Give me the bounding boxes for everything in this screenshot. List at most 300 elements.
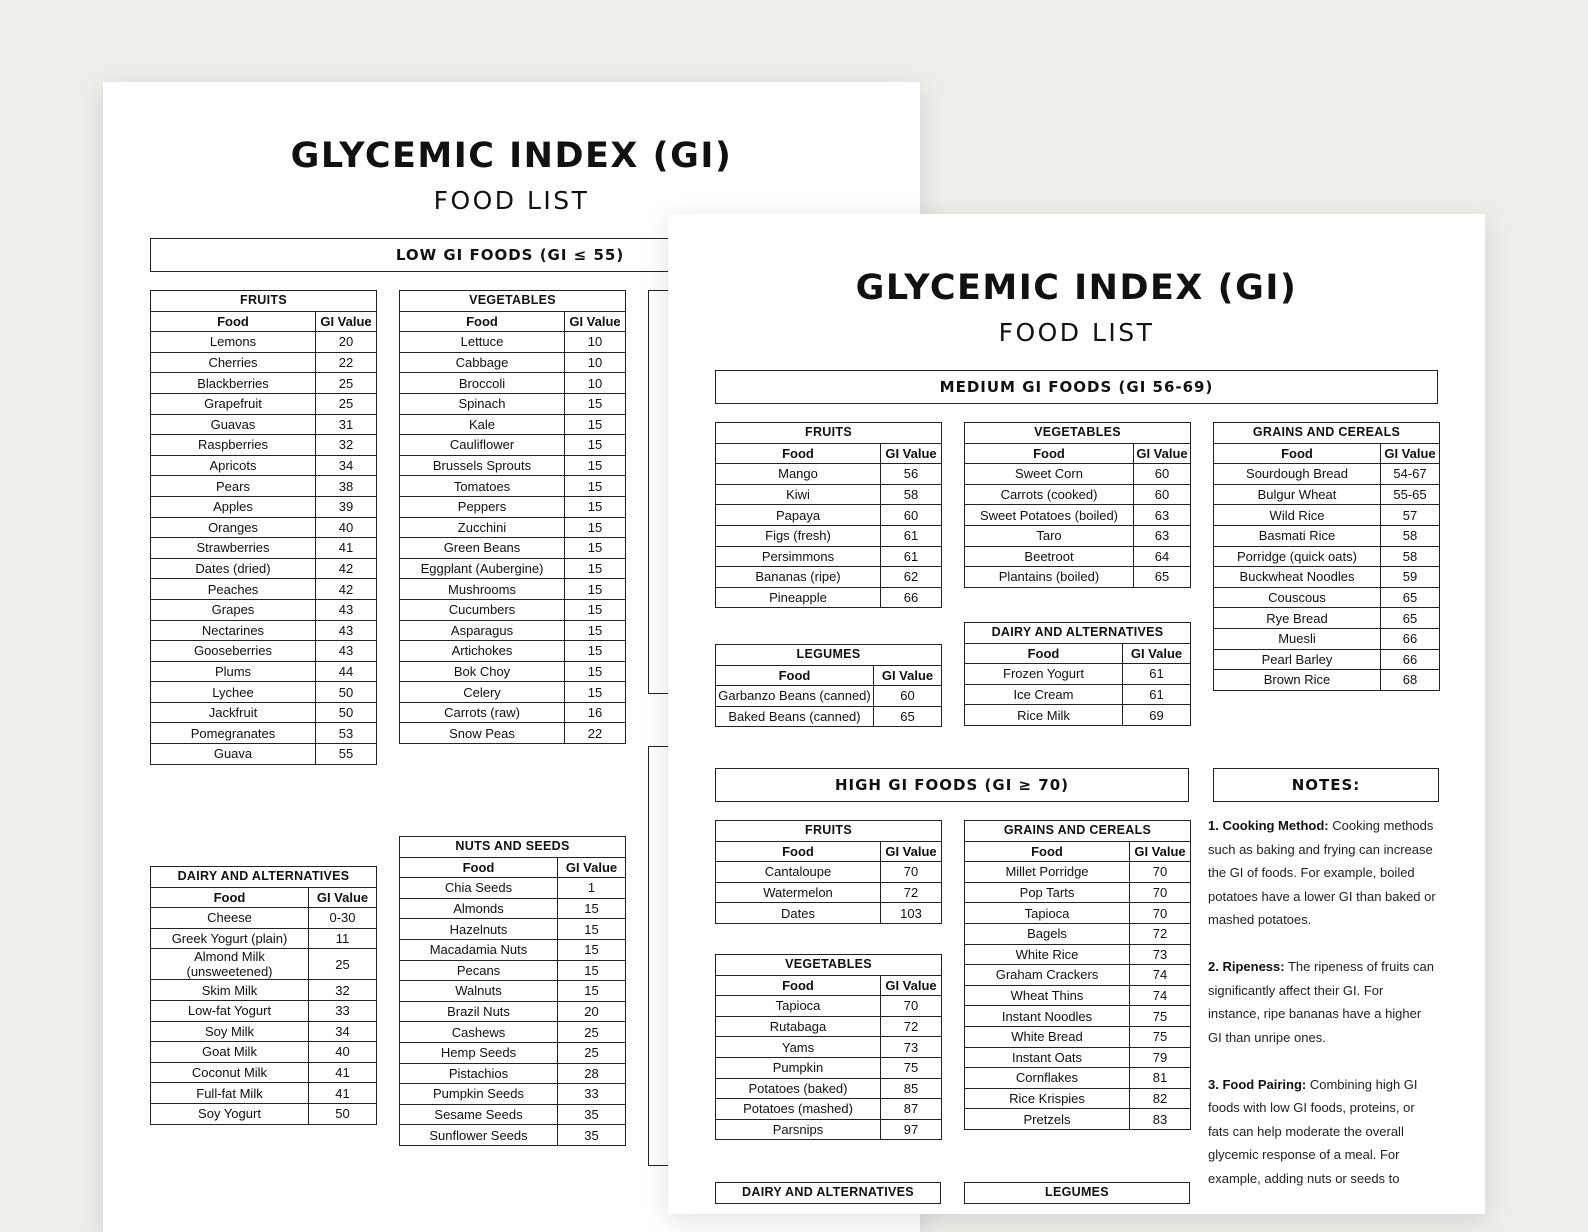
gi-value-cell: 56 [881, 464, 942, 485]
food-name-cell: Graham Crackers [965, 965, 1130, 986]
table-high-dairy-cut [715, 1182, 941, 1204]
gi-value-cell: 15 [565, 476, 626, 497]
table-row [400, 702, 626, 723]
food-name-cell: Cucumbers [400, 599, 565, 620]
table-row [151, 496, 377, 517]
column-header-gi: GI Value [881, 975, 942, 996]
table-caption-row [1214, 423, 1440, 444]
food-name-cell: Mango [716, 464, 881, 485]
gi-value-cell: 83 [1130, 1109, 1191, 1130]
gi-value-cell: 15 [558, 919, 626, 940]
table-row [1214, 505, 1440, 526]
food-name-cell: Plantains (boiled) [965, 567, 1134, 588]
gi-value-cell: 61 [881, 546, 942, 567]
food-name-cell: Blackberries [151, 373, 316, 394]
food-name-cell: Macadamia Nuts [400, 939, 558, 960]
food-name-cell: Rice Milk [965, 705, 1123, 726]
food-name-cell: Greek Yogurt (plain) [151, 928, 309, 949]
table-row [151, 928, 377, 949]
table-row [400, 332, 626, 353]
food-name-cell: Jackfruit [151, 702, 316, 723]
table-row [965, 567, 1191, 588]
table-row [716, 1099, 942, 1120]
table-row [1214, 587, 1440, 608]
table-row [400, 496, 626, 517]
table-row [716, 546, 942, 567]
gi-value-cell: 70 [881, 996, 942, 1017]
gi-value-cell: 25 [558, 1042, 626, 1063]
food-name-cell: Brazil Nuts [400, 1001, 558, 1022]
page-subtitle: FOOD LIST [433, 186, 590, 215]
table-row [151, 558, 377, 579]
table-row [400, 579, 626, 600]
gi-value-cell: 75 [881, 1057, 942, 1078]
table-row [716, 882, 942, 903]
food-name-cell: Couscous [1214, 587, 1381, 608]
table-row [965, 882, 1191, 903]
table-row [716, 587, 942, 608]
food-name-cell: Pumpkin Seeds [400, 1084, 558, 1105]
gi-value-cell: 63 [1134, 525, 1191, 546]
gi-value-cell: 70 [1130, 862, 1191, 883]
table-row [965, 1109, 1191, 1130]
food-name-cell: Pomegranates [151, 723, 316, 744]
food-name-cell: Rye Bread [1214, 608, 1381, 629]
table-row [965, 923, 1191, 944]
gi-value-cell: 25 [558, 1022, 626, 1043]
gi-value-cell: 16 [565, 702, 626, 723]
section-high-gi: HIGH GI FOODS (GI ≥ 70) [715, 768, 1189, 802]
table-row [716, 686, 942, 707]
table-row [965, 903, 1191, 924]
table-row [151, 393, 377, 414]
food-name-cell: White Rice [965, 944, 1130, 965]
food-name-cell: Eggplant (Aubergine) [400, 558, 565, 579]
table-row [716, 567, 942, 588]
column-header-gi: GI Value [565, 311, 626, 332]
gi-value-cell: 15 [565, 455, 626, 476]
food-name-cell: Instant Noodles [965, 1006, 1130, 1027]
table-row [151, 620, 377, 641]
gi-value-cell: 10 [565, 352, 626, 373]
table-row [716, 1016, 942, 1037]
food-name-cell: Goat Milk [151, 1042, 309, 1063]
gi-value-cell: 15 [565, 620, 626, 641]
table-row [965, 1088, 1191, 1109]
gi-value-cell: 65 [1381, 587, 1440, 608]
gi-value-cell: 32 [316, 435, 377, 456]
food-name-cell: Hazelnuts [400, 919, 558, 940]
food-name-cell: Tapioca [965, 903, 1130, 924]
gi-value-cell: 33 [309, 1000, 377, 1021]
table-row [151, 949, 377, 980]
table-row [400, 455, 626, 476]
food-name-cell: Potatoes (mashed) [716, 1099, 881, 1120]
table-caption: VEGETABLES [965, 423, 1191, 444]
gi-value-cell: 103 [881, 903, 942, 924]
column-header-food: Food [965, 643, 1123, 664]
food-name-cell: Ice Cream [965, 684, 1123, 705]
table-row [1214, 525, 1440, 546]
food-name-cell: Pearl Barley [1214, 649, 1381, 670]
food-name-cell: Broccoli [400, 373, 565, 394]
food-name-cell: Spinach [400, 393, 565, 414]
food-name-cell: Grapefruit [151, 393, 316, 414]
gi-value-cell: 15 [558, 960, 626, 981]
table-caption: DAIRY AND ALTERNATIVES [151, 867, 377, 888]
table-row [151, 641, 377, 662]
table-row [151, 373, 377, 394]
food-name-cell: Pumpkin [716, 1057, 881, 1078]
food-name-cell: Carrots (cooked) [965, 484, 1134, 505]
table-row [400, 476, 626, 497]
gi-value-cell: 33 [558, 1084, 626, 1105]
food-name-cell: Soy Milk [151, 1021, 309, 1042]
column-header-gi: GI Value [1130, 841, 1191, 862]
column-header-gi: GI Value [558, 857, 626, 878]
table-row [151, 661, 377, 682]
gi-value-cell: 65 [1134, 567, 1191, 588]
table-row [151, 744, 377, 765]
note-label: 3. Food Pairing: [1208, 1076, 1307, 1092]
table-caption: GRAINS AND CEREALS [965, 821, 1191, 842]
food-name-cell: Pretzels [965, 1109, 1130, 1130]
table-caption: NUTS AND SEEDS [400, 837, 626, 858]
table-caption-row [965, 623, 1191, 644]
gi-value-cell: 41 [309, 1083, 377, 1104]
table-row [1214, 628, 1440, 649]
table-row [400, 435, 626, 456]
gi-value-cell: 15 [565, 435, 626, 456]
gi-value-cell: 22 [316, 352, 377, 373]
table-header-row [400, 311, 626, 332]
column-header-gi: GI Value [1381, 443, 1440, 464]
table-high-vegetables [715, 954, 942, 1140]
gi-value-cell: 66 [1381, 649, 1440, 670]
table-row [400, 620, 626, 641]
table-row [1214, 608, 1440, 629]
food-name-cell: Peaches [151, 579, 316, 600]
column-header-food: Food [965, 841, 1130, 862]
gi-value-cell: 28 [558, 1063, 626, 1084]
table-row [965, 484, 1191, 505]
food-name-cell: Sourdough Bread [1214, 464, 1381, 485]
food-name-cell: Cauliflower [400, 435, 565, 456]
table-row [151, 702, 377, 723]
table-caption: DAIRY AND ALTERNATIVES [965, 623, 1191, 644]
table-row [965, 1026, 1191, 1047]
table-caption: LEGUMES [716, 645, 942, 666]
gi-value-cell: 60 [1134, 464, 1191, 485]
food-name-cell: Watermelon [716, 882, 881, 903]
gi-value-cell: 15 [565, 496, 626, 517]
food-name-cell: Brown Rice [1214, 670, 1381, 691]
food-name-cell: Lychee [151, 682, 316, 703]
food-name-cell: Sesame Seeds [400, 1104, 558, 1125]
table-row [400, 517, 626, 538]
food-name-cell: Almond Milk (unsweetened) [151, 949, 309, 980]
gi-value-cell: 15 [558, 939, 626, 960]
column-header-food: Food [716, 841, 881, 862]
table-caption-row [151, 291, 377, 312]
table-row [1214, 546, 1440, 567]
gi-value-cell: 63 [1134, 505, 1191, 526]
gi-value-cell: 15 [558, 898, 626, 919]
table-header-row [716, 443, 942, 464]
food-name-cell: Buckwheat Noodles [1214, 567, 1381, 588]
table-row [400, 538, 626, 559]
column-header-food: Food [716, 443, 881, 464]
table-medium-grains [1213, 422, 1440, 691]
column-header-gi: GI Value [316, 311, 377, 332]
gi-value-cell: 54-67 [1381, 464, 1440, 485]
table-row [400, 373, 626, 394]
food-name-cell: Pop Tarts [965, 882, 1130, 903]
table-row [400, 898, 626, 919]
food-name-cell: Pears [151, 476, 316, 497]
table-header-row [1214, 443, 1440, 464]
gi-value-cell: 15 [565, 393, 626, 414]
food-name-cell: Kale [400, 414, 565, 435]
food-name-cell: Pistachios [400, 1063, 558, 1084]
note-item [1208, 955, 1438, 1049]
gi-value-cell: 40 [309, 1042, 377, 1063]
table-row [716, 1078, 942, 1099]
food-name-cell: Tapioca [716, 996, 881, 1017]
table-row [716, 1119, 942, 1140]
gi-value-cell: 25 [316, 393, 377, 414]
table-row [716, 862, 942, 883]
column-header-food: Food [1214, 443, 1381, 464]
table-header-row [716, 975, 942, 996]
food-name-cell: Skim Milk [151, 980, 309, 1001]
table-row [400, 723, 626, 744]
gi-value-cell: 50 [316, 702, 377, 723]
gi-value-cell: 61 [881, 525, 942, 546]
gi-value-cell: 1 [558, 878, 626, 899]
food-name-cell: Coconut Milk [151, 1062, 309, 1083]
table-row [151, 1062, 377, 1083]
food-name-cell: Rice Krispies [965, 1088, 1130, 1109]
food-name-cell: Peppers [400, 496, 565, 517]
table-header-row [965, 643, 1191, 664]
table-caption: DAIRY AND ALTERNATIVES [716, 1183, 941, 1204]
food-name-cell: White Bread [965, 1026, 1130, 1047]
table-row [400, 1125, 626, 1146]
table-high-fruits [715, 820, 942, 924]
gi-value-cell: 50 [316, 682, 377, 703]
food-name-cell: Apricots [151, 455, 316, 476]
table-row [151, 538, 377, 559]
table-row [965, 1068, 1191, 1089]
table-caption-row [400, 291, 626, 312]
food-name-cell: Cherries [151, 352, 316, 373]
table-row [151, 908, 377, 929]
food-name-cell: Figs (fresh) [716, 525, 881, 546]
table-row [965, 965, 1191, 986]
table-low-fruits [150, 290, 377, 765]
table-row [965, 1047, 1191, 1068]
gi-value-cell: 38 [316, 476, 377, 497]
table-row [716, 1037, 942, 1058]
table-row [151, 1000, 377, 1021]
gi-value-cell: 15 [565, 641, 626, 662]
food-name-cell: Brussels Sprouts [400, 455, 565, 476]
food-name-cell: Gooseberries [151, 641, 316, 662]
table-row [151, 517, 377, 538]
table-low-nuts [399, 836, 626, 1146]
gi-value-cell: 15 [565, 682, 626, 703]
gi-value-cell: 74 [1130, 985, 1191, 1006]
gi-value-cell: 79 [1130, 1047, 1191, 1068]
gi-value-cell: 41 [309, 1062, 377, 1083]
table-caption-row [716, 423, 942, 444]
food-name-cell: Muesli [1214, 628, 1381, 649]
gi-value-cell: 85 [881, 1078, 942, 1099]
food-name-cell: Papaya [716, 505, 881, 526]
gi-value-cell: 70 [1130, 882, 1191, 903]
food-name-cell: Yams [716, 1037, 881, 1058]
gi-value-cell: 15 [565, 579, 626, 600]
section-medium-gi: MEDIUM GI FOODS (GI 56-69) [715, 370, 1438, 404]
table-row [400, 599, 626, 620]
gi-value-cell: 31 [316, 414, 377, 435]
note-item [1208, 1073, 1438, 1191]
gi-value-cell: 73 [881, 1037, 942, 1058]
food-name-cell: Millet Porridge [965, 862, 1130, 883]
food-name-cell: Strawberries [151, 538, 316, 559]
gi-value-cell: 41 [316, 538, 377, 559]
food-name-cell: Tomatoes [400, 476, 565, 497]
gi-value-cell: 75 [1130, 1026, 1191, 1047]
gi-value-cell: 34 [309, 1021, 377, 1042]
section-low-gi: LOW GI FOODS (GI ≤ 55) [150, 238, 870, 272]
table-row [1214, 670, 1440, 691]
table-row [151, 579, 377, 600]
table-caption-row [400, 837, 626, 858]
food-name-cell: Bok Choy [400, 661, 565, 682]
table-row [716, 706, 942, 727]
food-name-cell: Instant Oats [965, 1047, 1130, 1068]
column-header-gi: GI Value [1123, 643, 1191, 664]
gi-value-cell: 20 [316, 332, 377, 353]
table-caption-row [716, 955, 942, 976]
gi-value-cell: 20 [558, 1001, 626, 1022]
gi-value-cell: 15 [565, 517, 626, 538]
table-row [400, 1084, 626, 1105]
table-row [716, 484, 942, 505]
note-text: The ripeness of fruits can significantly affect their GI. For instance, ripe bananas have a higher GI than unripe ones. [1208, 959, 1434, 1045]
gi-value-cell: 25 [316, 373, 377, 394]
gi-value-cell: 70 [1130, 903, 1191, 924]
food-name-cell: Cheese [151, 908, 309, 929]
table-row [400, 1063, 626, 1084]
gi-value-cell: 40 [316, 517, 377, 538]
food-name-cell: Lemons [151, 332, 316, 353]
table-row [400, 558, 626, 579]
table-caption: FRUITS [716, 821, 942, 842]
table-row [716, 996, 942, 1017]
table-row [400, 1001, 626, 1022]
column-header-gi: GI Value [881, 841, 942, 862]
food-name-cell: Sweet Potatoes (boiled) [965, 505, 1134, 526]
food-name-cell: Soy Yogurt [151, 1103, 309, 1124]
gi-value-cell: 42 [316, 579, 377, 600]
gi-value-cell: 32 [309, 980, 377, 1001]
gi-value-cell: 65 [874, 706, 942, 727]
food-name-cell: Asparagus [400, 620, 565, 641]
note-text: Cooking methods such as baking and frying can increase the GI of foods. For example, boiled potatoes have a lower GI than baked or mashed potatoes. [1208, 818, 1436, 927]
gi-value-cell: 58 [1381, 525, 1440, 546]
table-row [151, 476, 377, 497]
table-row [400, 661, 626, 682]
food-name-cell: Chia Seeds [400, 878, 558, 899]
column-header-food: Food [400, 857, 558, 878]
gi-value-cell: 43 [316, 620, 377, 641]
gi-value-cell: 15 [565, 414, 626, 435]
food-name-cell: Green Beans [400, 538, 565, 559]
page-title: GLYCEMIC INDEX (GI) [290, 136, 733, 176]
table-row [151, 435, 377, 456]
table-row [965, 684, 1191, 705]
table-row [151, 1103, 377, 1124]
table-row [965, 985, 1191, 1006]
food-name-cell: Oranges [151, 517, 316, 538]
section-notes: NOTES: [1213, 768, 1439, 802]
table-header-row [151, 311, 377, 332]
table-row [151, 1021, 377, 1042]
gi-value-cell: 59 [1381, 567, 1440, 588]
table-row [965, 944, 1191, 965]
gi-value-cell: 66 [881, 587, 942, 608]
table-high-legumes-cut [964, 1182, 1190, 1204]
food-name-cell: Celery [400, 682, 565, 703]
table-row [400, 1022, 626, 1043]
gi-value-cell: 43 [316, 641, 377, 662]
food-name-cell: Walnuts [400, 981, 558, 1002]
table-caption: VEGETABLES [400, 291, 626, 312]
food-name-cell: Guavas [151, 414, 316, 435]
food-name-cell: Nectarines [151, 620, 316, 641]
table-medium-dairy [964, 622, 1191, 726]
column-header-gi: GI Value [874, 665, 942, 686]
table-row [400, 414, 626, 435]
table-row [151, 599, 377, 620]
food-name-cell: Snow Peas [400, 723, 565, 744]
gi-value-cell: 60 [874, 686, 942, 707]
food-name-cell: Grapes [151, 599, 316, 620]
food-name-cell: Raspberries [151, 435, 316, 456]
food-name-cell: Guava [151, 744, 316, 765]
table-caption: VEGETABLES [716, 955, 942, 976]
table-caption-row [716, 821, 942, 842]
column-header-food: Food [716, 665, 874, 686]
table-row [400, 939, 626, 960]
food-name-cell: Artichokes [400, 641, 565, 662]
table-row [400, 960, 626, 981]
food-name-cell: Bananas (ripe) [716, 567, 881, 588]
food-name-cell: Kiwi [716, 484, 881, 505]
food-name-cell: Full-fat Milk [151, 1083, 309, 1104]
gi-value-cell: 35 [558, 1125, 626, 1146]
gi-value-cell: 50 [309, 1103, 377, 1124]
gi-value-cell: 15 [558, 981, 626, 1002]
table-row [716, 1057, 942, 1078]
table-row [151, 682, 377, 703]
table-row [400, 682, 626, 703]
gi-value-cell: 72 [881, 1016, 942, 1037]
food-name-cell: Pecans [400, 960, 558, 981]
